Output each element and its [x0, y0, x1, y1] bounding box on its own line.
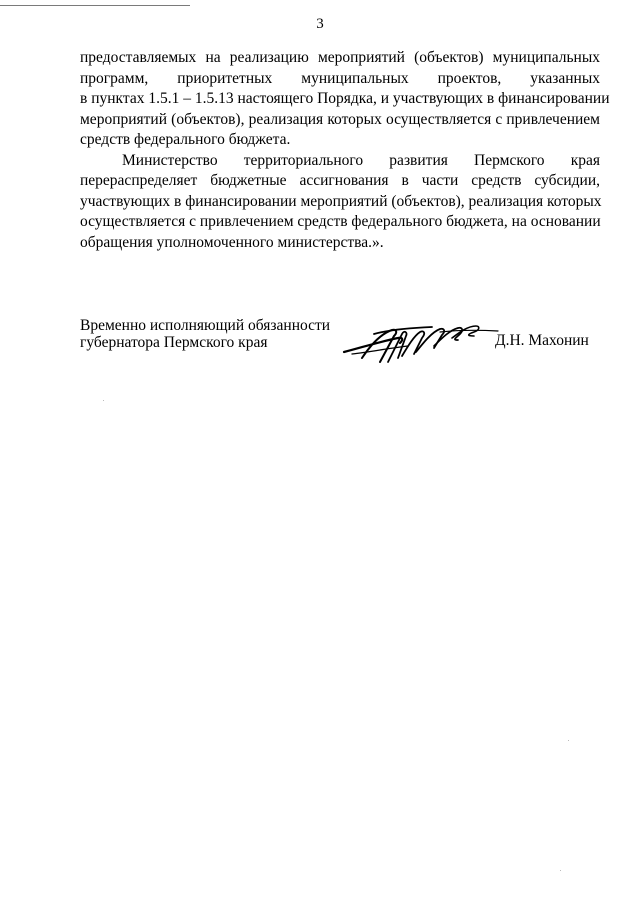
- page-number: 3: [316, 16, 324, 32]
- document-body: [80, 48, 610, 253]
- text-line: участвующих в финансировании мероприятий (объектов), реализация которых: [80, 192, 602, 210]
- top-divider-line: [0, 5, 190, 6]
- text-line: осуществляется с привлечением средств федерального бюджета, на основании: [80, 213, 601, 230]
- position-line-1: Временно исполняющий обязанности: [80, 317, 331, 334]
- signatory-name: Д.Н. Махонин: [495, 332, 589, 349]
- text-line: в пунктах 1.5.1 – 1.5.13 настоящего Порядка, и участвующих в финансировании: [80, 90, 610, 107]
- text-line: программ, приоритетных муниципальных проектов, указанных: [80, 69, 600, 87]
- scan-speck: [103, 400, 104, 401]
- signatory-position: [80, 317, 330, 351]
- handwritten-signature: [340, 318, 500, 368]
- scan-speck: [560, 870, 561, 871]
- paragraph-2: [80, 151, 600, 254]
- position-line-2: губернатора Пермского края: [80, 334, 268, 351]
- text-line: обращения уполномоченного министерства.».: [80, 233, 384, 251]
- text-line: предоставляемых на реализацию мероприятий (объектов) муниципальных: [80, 49, 600, 66]
- text-line: Министерство территориального развития Пермского края: [122, 151, 600, 169]
- paragraph-1: [80, 48, 610, 151]
- text-line: средств федерального бюджета.: [80, 131, 291, 148]
- text-line: перераспределяет бюджетные ассигнования в части средств субсидии,: [80, 172, 600, 189]
- text-line: мероприятий (объектов), реализация которых осуществляется с привлечением: [80, 110, 600, 128]
- scan-speck: [568, 740, 569, 741]
